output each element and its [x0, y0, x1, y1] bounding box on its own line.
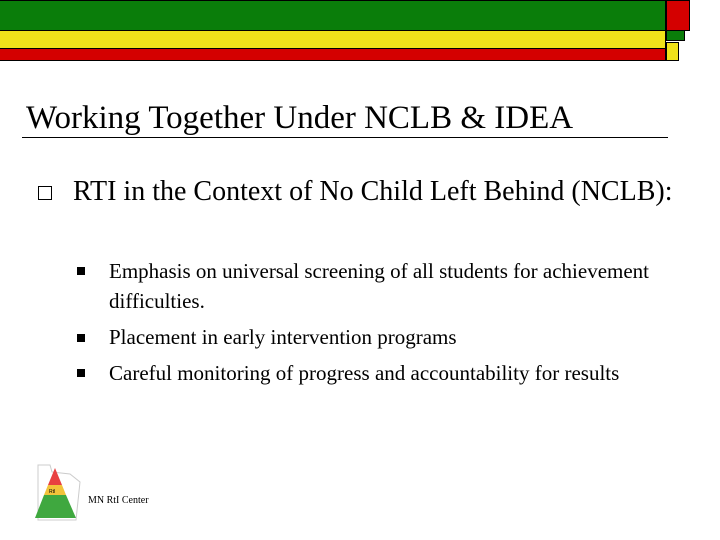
deco-square-green	[666, 30, 685, 41]
sub-bullet: Placement in early intervention programs	[109, 325, 457, 349]
square-bullet-icon	[77, 334, 85, 342]
deco-bar-green	[0, 0, 666, 31]
deco-bar-yellow	[0, 30, 666, 49]
hollow-square-bullet-icon	[38, 186, 52, 200]
title-divider	[22, 137, 668, 138]
deco-bar-red	[0, 48, 666, 61]
square-bullet-icon	[77, 267, 85, 275]
deco-square-yellow	[666, 42, 679, 61]
square-bullet-icon	[77, 369, 85, 377]
mn-rti-logo-icon	[30, 460, 85, 525]
deco-square-red	[666, 0, 690, 31]
sub-bullet: Emphasis on universal screening of all students for achievement difficulties.	[109, 259, 650, 313]
slide-title: Working Together Under NCLB & IDEA	[26, 100, 574, 136]
logo-text: MN RtI Center	[88, 495, 149, 506]
sub-bullet: Careful monitoring of progress and accountability for results	[109, 361, 620, 385]
svg-text:RtI: RtI	[49, 489, 56, 495]
main-bullet: RTI in the Context of No Child Left Behind (NCLB):	[73, 176, 673, 207]
